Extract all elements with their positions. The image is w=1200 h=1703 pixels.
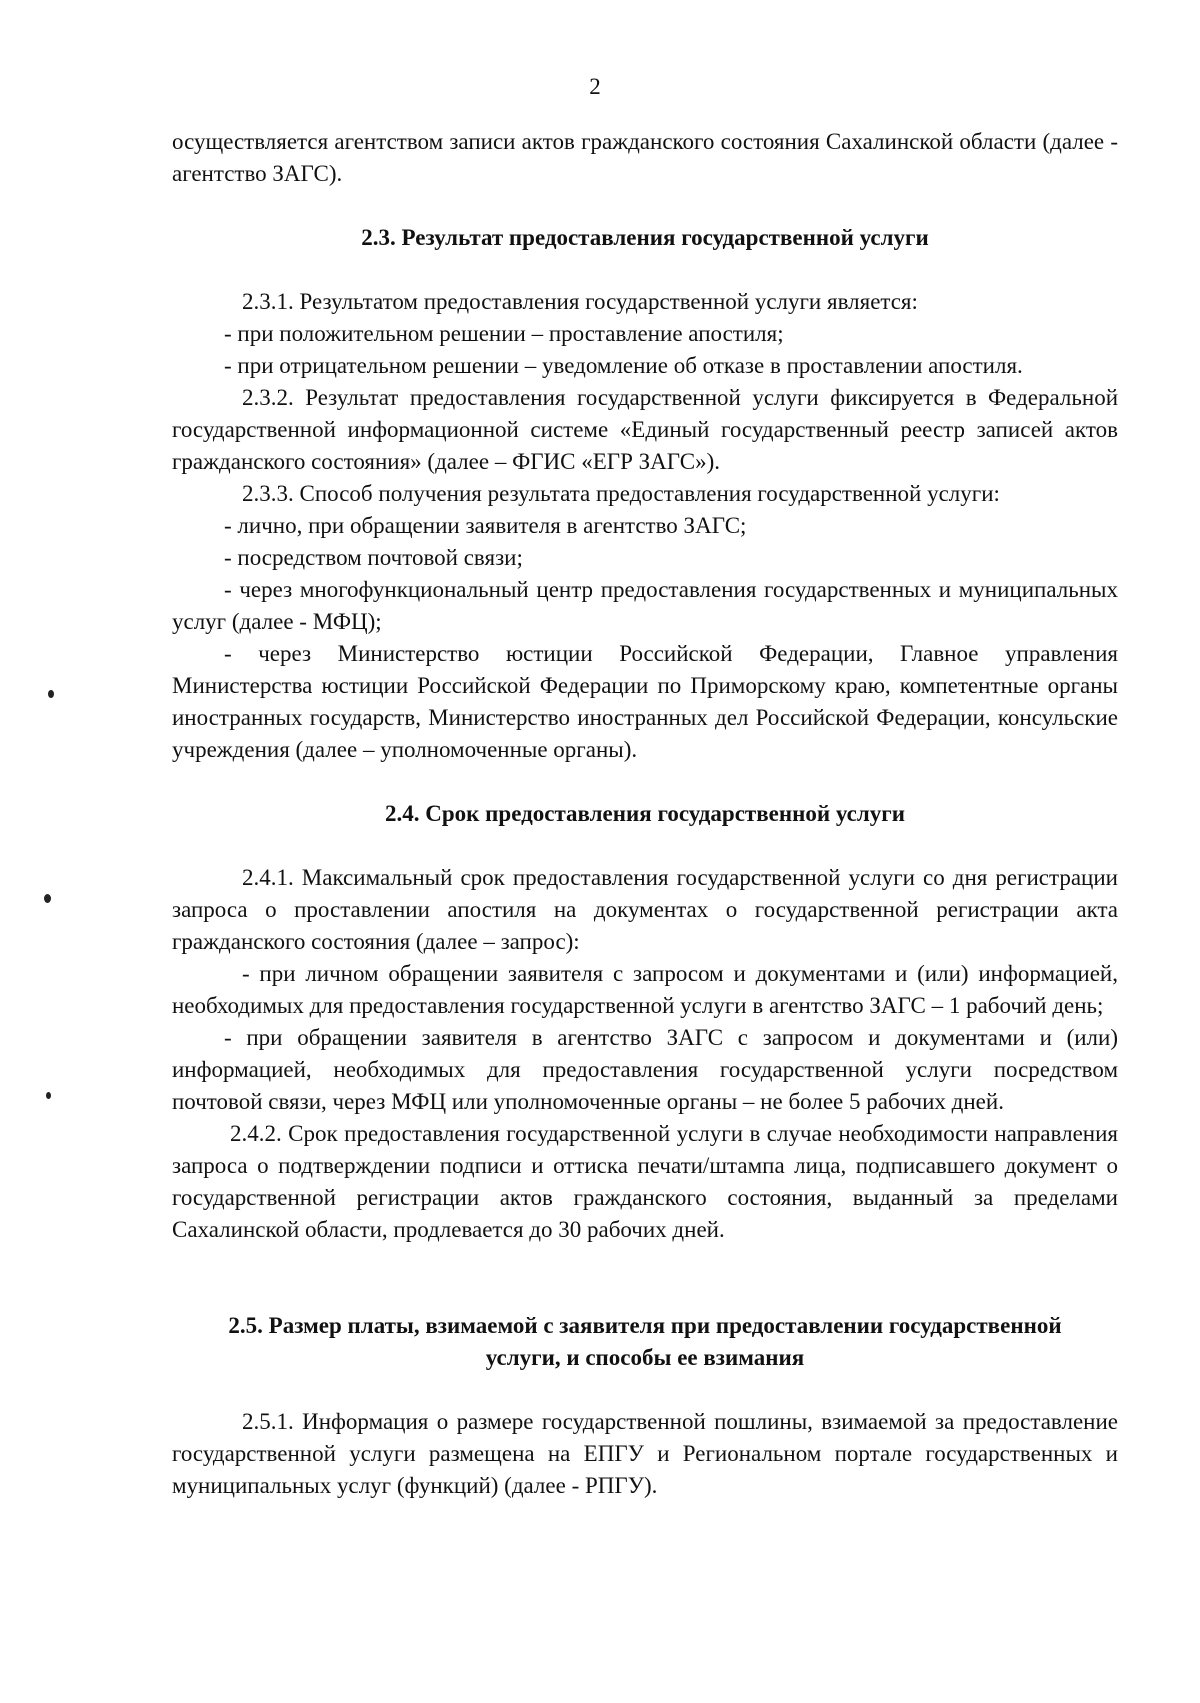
section-2-5-heading: 2.5. Размер платы, взимаемой с заявителя при предоставлении государственной услуги, и способы ее взимания [228,1313,1062,1370]
scan-speck [44,894,51,903]
section-2-3-3-post: - посредством почтовой связи; [224,545,523,570]
section-2-3-3-in-person: - лично, при обращении заявителя в агентство ЗАГС; [224,513,747,538]
section-2-3-body [172,286,1118,766]
intro-paragraph [172,126,1118,190]
page-number: 2 [589,74,601,99]
section-2-5-1-text: 2.5.1. Информация о размере государственной пошлины, взимаемой за предоставление государственной услуги размещена на ЕПГУ и Региональном портале государственных и муниципальных услуг (функций) (далее - РПГУ). [172,1409,1118,1498]
section-2-4-body [172,862,1118,1246]
section-2-4-1-remote: - при обращении заявителя в агентство ЗАГС с запросом и документами и (или) информацией, необходимых для предоставления государственной услуги посредством почтовой связи, через МФЦ или уполномоченные органы – не более 5 рабочих дней. [172,1025,1118,1114]
section-2-4-1-text: 2.4.1. Максимальный срок предоставления государственной услуги со дня регистрации запроса о проставлении апостиля на документах о государственной регистрации акта гражданского состояния (далее – запрос): [172,865,1118,954]
section-2-3-heading: 2.3. Результат предоставления государственной услуги [361,225,929,250]
section-2-4-2-text: 2.4.2. Срок предоставления государственной услуги в случае необходимости направления запроса о подтверждении подписи и оттиска печати/штампа лица, подписавшего документ о государственной регистрации актов гражданского состояния, выданный за пределами Сахалинской области, продлевается до 30 рабочих дней. [172,1121,1118,1242]
section-2-3-2-text: 2.3.2. Результат предоставления государственной услуги фиксируется в Федеральной государственной информационной системе «Единый государственный реестр записей актов гражданского состояния» (далее – ФГИС «ЕГР ЗАГС»). [172,385,1118,474]
intro-text: осуществляется агентством записи актов гражданского состояния Сахалинской области (далее - агентство ЗАГС). [172,129,1118,186]
section-2-3-1-positive: - при положительном решении – проставление апостиля; [224,321,784,346]
section-2-3-1-negative: - при отрицательном решении – уведомление об отказе в проставлении апостиля. [224,353,1023,378]
section-2-3-3-text: 2.3.3. Способ получения результата предоставления государственной услуги: [242,481,1000,506]
section-2-3-1-text: 2.3.1. Результатом предоставления государственной услуги является: [242,289,918,314]
section-2-3-3-mfc: - через многофункциональный центр предоставления государственных и муниципальных услуг (далее - МФЦ); [172,577,1118,634]
scan-speck [46,1092,51,1099]
scan-speck [48,690,54,698]
section-2-5-body [172,1406,1118,1502]
section-2-3-3-authorities: - через Министерство юстиции Российской Федерации, Главное управления Министерства юстиции Российской Федерации по Приморскому краю, компетентные органы иностранных государств, Министерство иностранных дел Российской Федерации, консульские учреждения (далее – уполномоченные органы). [172,641,1118,762]
section-2-4-heading: 2.4. Срок предоставления государственной услуги [385,801,905,826]
section-2-4-1-personal: - при личном обращении заявителя с запросом и документами и (или) информацией, необходимых для предоставления государственной услуги в агентство ЗАГС – 1 рабочий день; [172,961,1118,1018]
